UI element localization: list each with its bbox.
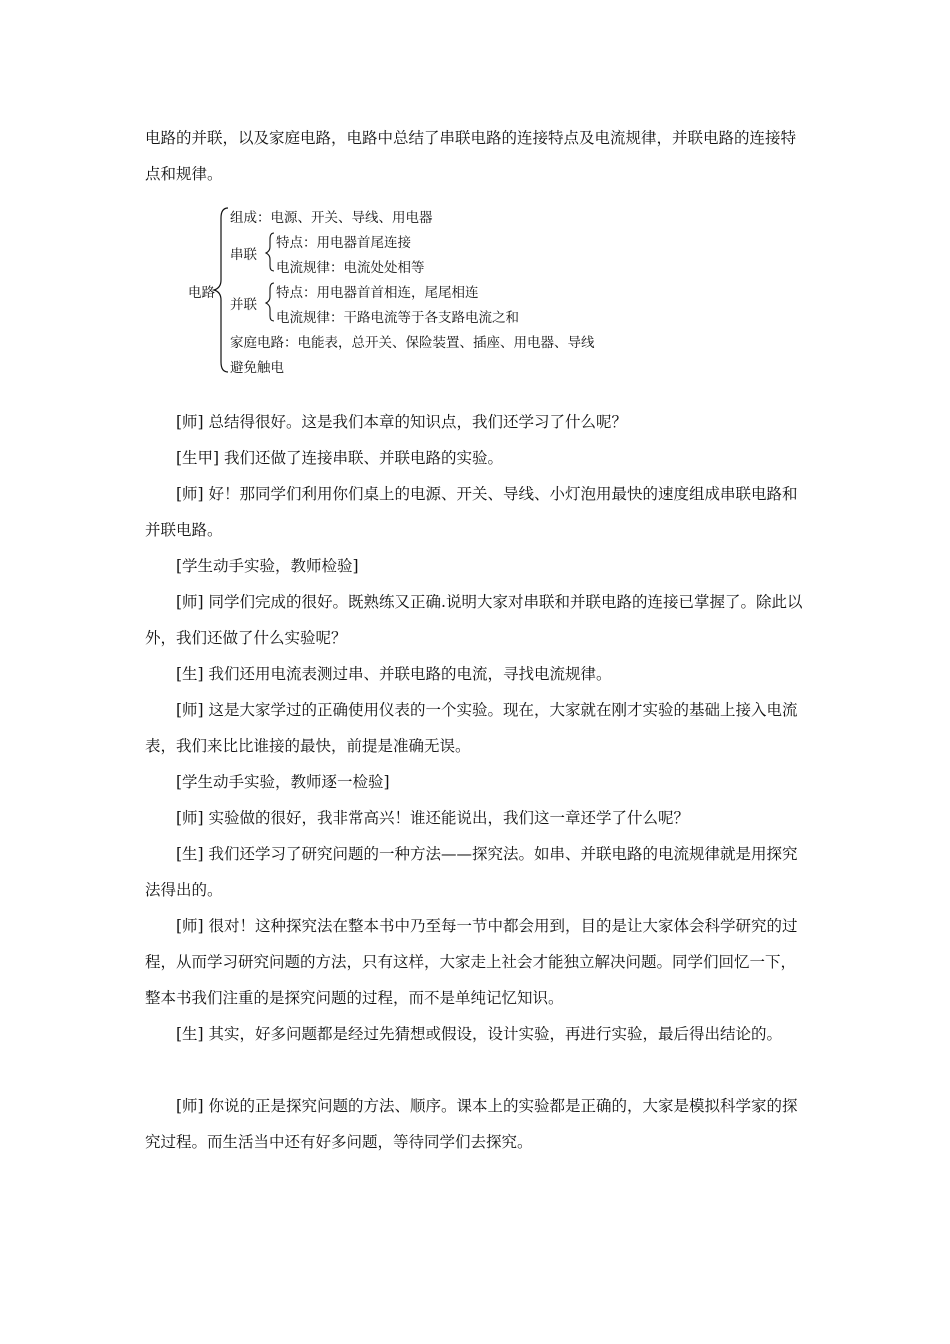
dialogue-line: [师] 总结得很好。这是我们本章的知识点，我们还学习了什么呢？: [176, 413, 628, 431]
diagram-household: 家庭电路：电能表，总开关、保险装置、插座、用电器、导线: [230, 335, 595, 351]
parallel-brace: [266, 283, 274, 321]
dialogue-line: [师] 这是大家学过的正确使用仪表的一个实验。现在，大家就在刚才实验的基础上接入电流表，我们来比比谁接的最快，前提是准确无误。: [145, 701, 798, 755]
dialogue-line: [师] 同学们完成的很好。既熟练又正确.说明大家对串联和并联电路的连接已掌握了。除此以外，我们还做了什么实验呢？: [145, 593, 803, 647]
dialogue-line: [学生动手实验，教师检验]: [176, 557, 359, 575]
diagram-avoid: 避免触电: [230, 360, 284, 376]
circuit-knowledge-diagram: [186, 200, 646, 380]
dialogue-line: [师] 很对！这种探究法在整本书中乃至每一节中都会用到，目的是让大家体会科学研究的过程，从而学习研究问题的方法，只有这样，大家走上社会才能独立解决问题。同学们回忆一下，整本书我们注重的是探究问题的过程，而不是单纯记忆知识。: [145, 917, 798, 1007]
dialogue-line: [师] 好！那同学们利用你们桌上的电源、开关、导线、小灯泡用最快的速度组成串联电路和并联电路。: [145, 485, 798, 539]
main-brace: [214, 208, 228, 372]
dialogue-line: [生] 其实，好多问题都是经过先猜想或假设，设计实验，再进行实验，最后得出结论的。: [176, 1025, 783, 1043]
diagram-series-feature: 特点：用电器首尾连接: [276, 235, 411, 251]
diagram-root: 电路: [188, 285, 215, 301]
dialogue-line: [学生动手实验，教师逐一检验]: [176, 773, 390, 791]
dialogue-line: [师] 实验做的很好，我非常高兴！谁还能说出，我们这一章还学了什么呢？: [176, 809, 690, 827]
diagram-parallel-feature: 特点：用电器首首相连，尾尾相连: [276, 285, 479, 301]
series-brace: [266, 233, 274, 271]
dialogue-line: [师] 你说的正是探究问题的方法、顺序。课本上的实验都是正确的，大家是模拟科学家的探究过程。而生活当中还有好多问题，等待同学们去探究。: [145, 1097, 798, 1151]
dialogue-line: [生甲] 我们还做了连接串联、并联电路的实验。: [176, 449, 504, 467]
diagram-series-current: 电流规律：电流处处相等: [276, 260, 425, 276]
diagram-series-label: 串联: [230, 247, 257, 263]
dialogue-line: [生] 我们还学习了研究问题的一种方法——探究法。如串、并联电路的电流规律就是用探究法得出的。: [145, 845, 798, 899]
dialogue-line: [生] 我们还用电流表测过串、并联电路的电流，寻找电流规律。: [176, 665, 612, 683]
diagram-parallel-label: 并联: [230, 297, 257, 313]
diagram-parallel-current: 电流规律：干路电流等于各支路电流之和: [276, 310, 519, 326]
intro-paragraph: 电路的并联，以及家庭电路，电路中总结了串联电路的连接特点及电流规律，并联电路的连接特点和规律。: [145, 129, 797, 183]
diagram-composition: 组成：电源、开关、导线、用电器: [230, 210, 433, 226]
